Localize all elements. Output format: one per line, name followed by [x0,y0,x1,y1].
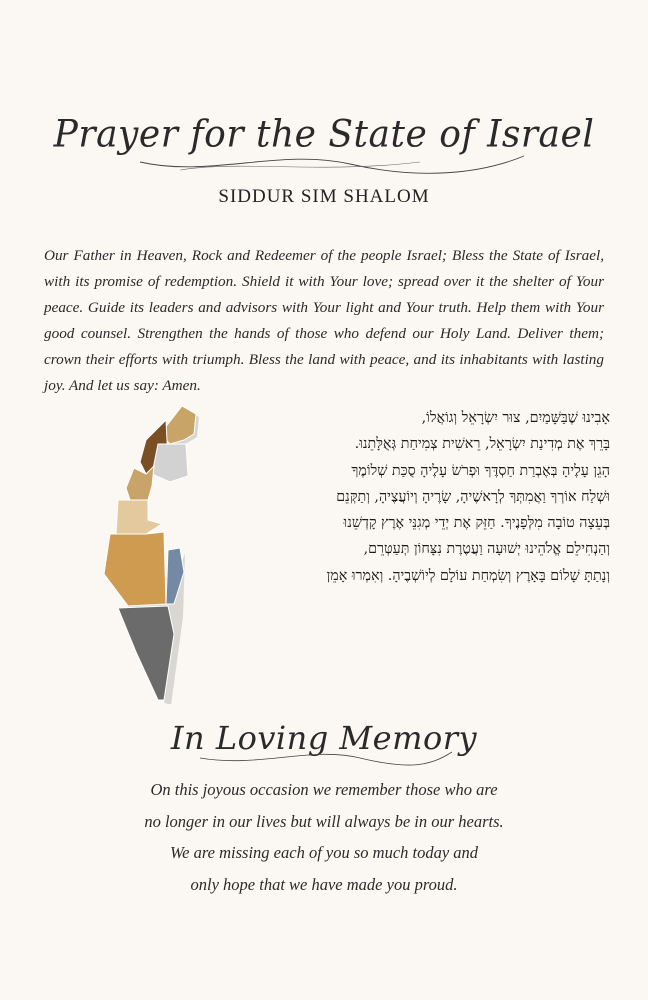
map-north-east [152,444,188,482]
page-title: Prayer for the State of Israel [53,112,595,156]
hebrew-line: בְּעֵצָה טוֹבָה מִלְּפָנֶיךָ. חַזֵּק אֶת יְדֵי מְגִנֵּי אֶרֶץ קָדְשֵׁנוּ [343,515,610,532]
hebrew-line: הָגֵן עָלֶיהָ בְּאֶבְרַת חַסְדֶּךָ וּפְרֹשׂ עָלֶיהָ סֻכַּת שְׁלוֹמֶךָ [351,462,610,479]
map-north-coast [126,466,154,500]
map-negev [118,606,174,700]
title-flourish [120,140,540,180]
hebrew-line: וּשְׁלַח אוֹרְךָ וַאֲמִתְּךָ לְרָאשֶׁיהָ, שָׂרֶיהָ וְיוֹעֲצֶיהָ, וְתַקְּנֵם [336,488,610,505]
subtitle: SIDDUR SIM SHALOM [218,186,430,207]
memorial-text [0,774,648,900]
map-central-coast [116,500,162,534]
hebrew-line: וְנָתַתָּ שָׁלוֹם בָּאָרֶץ וְשִׂמְחַת עוֹלָם לְיוֹשְׁבֶיהָ. וְאִמְרוּ אָמֵן [326,567,610,584]
memorial-line: only hope that we have made you proud. [190,874,458,894]
memorial-flourish [190,740,460,770]
memorial-line: no longer in our lives but will always be in our hearts. [144,811,504,831]
hebrew-line: אָבִינוּ שֶׁבַּשָּׁמַיִם, צוּר יִשְׂרָאֵל וְגוֹאֲלוֹ, [421,410,610,426]
hebrew-prayer [214,405,610,589]
hebrew-line: וְהַנְחִילֵם אֱלֹהֵינוּ יְשׁוּעָה וַעֲטֶרֶת נִצָּחוֹן תְּעַטְּרֵם, [363,541,610,558]
english-prayer: Our Father in Heaven, Rock and Redeemer of the people Israel; Bless the State of Israel, with its promise of redemption. Shield it with Your love; spread over it the shelter of Your peace. Guide its leaders and advisors with Your light and Your truth. Help them with Your good counsel. Strengthen the hands of those who defend our Holy Land. Deliver them; crown their efforts with triumph. Bless the land with peace, and its inhabitants with lasting joy. And let us say: Amen. [44,247,604,394]
map-central [104,532,166,606]
israel-map-icon [88,404,200,704]
memorial-line: On this joyous occasion we remember those who are [150,780,498,799]
hebrew-line: בָּרֵךְ אֶת מְדִינַת יִשְׂרָאֵל, רֵאשִׁית צְמִיחַת גְּאֻלָּתֵנוּ. [354,436,610,453]
memorial-line: We are missing each of you so much today and [169,843,479,862]
memorial-title: In Loving Memory [170,719,478,757]
